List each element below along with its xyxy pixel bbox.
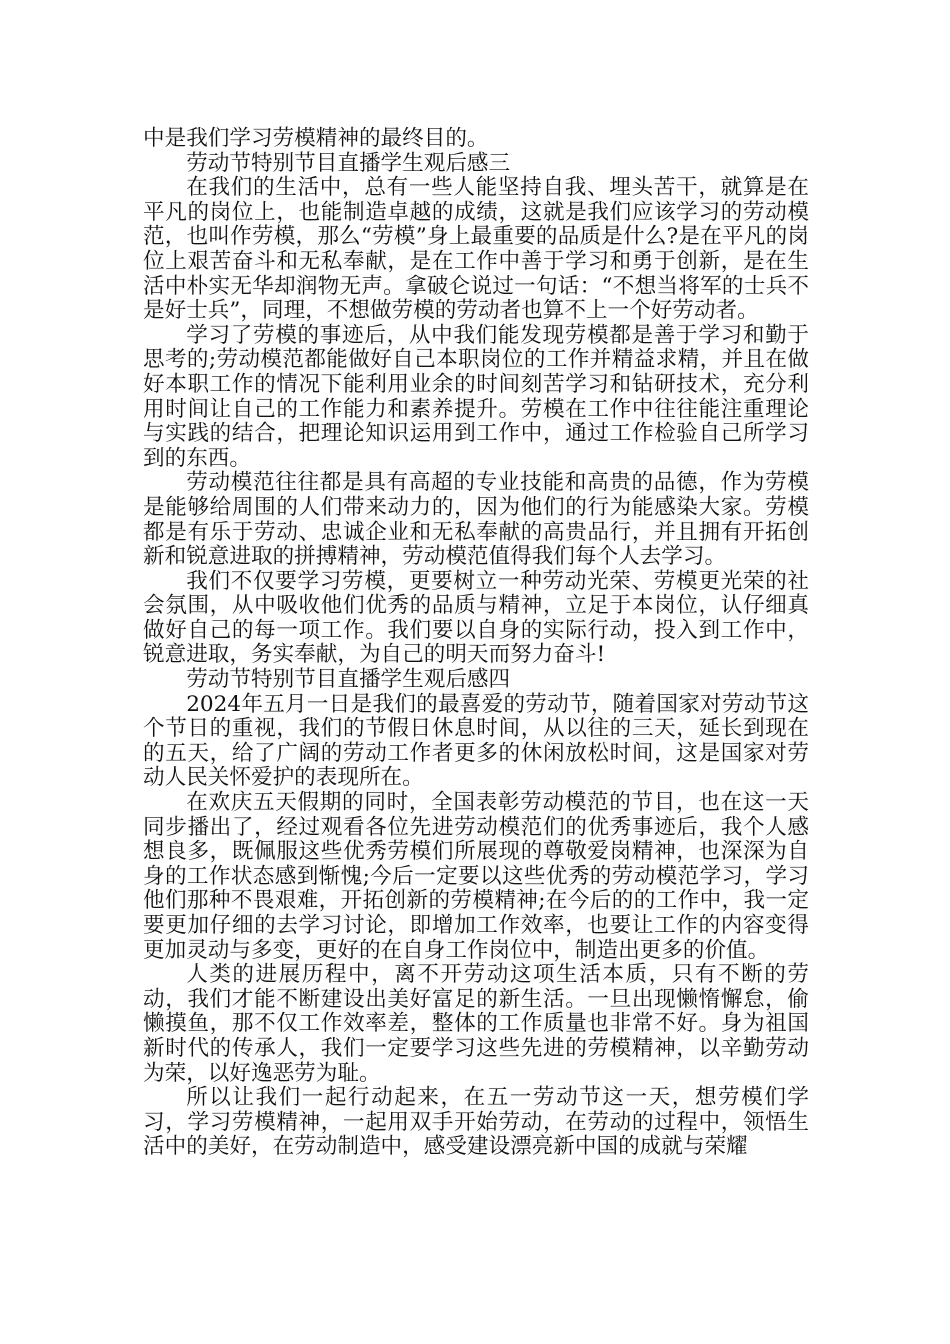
paragraph: 所以让我们一起行动起来，在五一劳动节这一天，想劳模们学习，学习劳模精神，一起用双手开始劳动，在劳动的过程中，领悟生活中的美好，在劳动制造中，感受建设漂亮新中国的成就与荣耀 (143, 1085, 809, 1160)
paragraph: 学习了劳模的事迹后，从中我们能发现劳模都是善于学习和勤于思考的;劳动模范都能做好自己本职岗位的工作并精益求精，并且在做好本职工作的情况下能利用业余的时间刻苦学习和钻研技术，充分利用时间让自己的工作能力和素养提升。劳模在工作中往往能注重理论与实践的结合，把理论知识运用到工作中，通过工作检验自己所学习到的东西。 (143, 322, 809, 471)
paragraph: 我们不仅要学习劳模，更要树立一种劳动光荣、劳模更光荣的社会氛围，从中吸收他们优秀的品质与精神，立足于本岗位，认仔细真做好自己的每一项工作。我们要以自身的实际行动，投入到工作中，锐意进取，务实奉献，为自己的明天而努力奋斗! (143, 568, 809, 668)
paragraph: 人类的进展历程中，离不开劳动这项生活本质，只有不断的劳动，我们才能不断建设出美好富足的新生活。一旦出现懒惰懈怠，偷懒摸鱼，那不仅工作效率差，整体的工作质量也非常不好。身为祖国新时代的传承人，我们一定要学习这些先进的劳模精神，以辛勤劳动为荣，以好逸恶劳为耻。 (143, 962, 809, 1086)
paragraph: 劳动模范往往都是具有高超的专业技能和高贵的品德，作为劳模是能够给周围的人们带来动力的，因为他们的行为能感染大家。劳模都是有乐于劳动、忠诚企业和无私奉献的高贵品行，并且拥有开拓创新和锐意进取的拼搏精神，劳动模范值得我们每个人去学习。 (143, 470, 809, 570)
paragraph: 中是我们学习劳模精神的最终目的。 (143, 126, 489, 151)
section-heading: 劳动节特别节目直播学生观后感四 (186, 667, 511, 693)
paragraph: 在我们的生活中，总有一些人能坚持自我、埋头苦干，就算是在平凡的岗位上，也能制造卓越的成绩，这就是我们应该学习的劳动模范，也叫作劳模，那么“劳模”身上最重要的品质是什么?是在平凡的岗位上艰苦奋斗和无私奉献，是在工作中善于学习和勇于创新，是在生活中朴实无华却润物无声。拿破仑说过一句话：“不想当将军的士兵不是好士兵”，同理，不想做劳模的劳动者也算不上一个好劳动者。 (143, 175, 809, 324)
paragraph: 在欢庆五天假期的同时，全国表彰劳动模范的节目，也在这一天同步播出了，经过观看各位先进劳动模范们的优秀事迹后，我个人感想良多，既佩服这些优秀劳模们所展现的尊敬爱岗精神，也深深为自身的工作状态感到惭愧;今后一定要以这些优秀的劳动模范学习，学习他们那种不畏艰难，开拓创新的劳模精神;在今后的的工作中，我一定要更加仔细的去学习讨论，即增加工作效率，也要让工作的内容变得更加灵动与多变，更好的在自身工作岗位中，制造出更多的价值。 (143, 790, 809, 963)
document-page (143, 127, 809, 1160)
paragraph: 2024年五月一日是我们的最喜爱的劳动节，随着国家对劳动节这个节日的重视，我们的节假日休息时间，从以往的三天，延长到现在的五天，给了广阔的劳动工作者更多的休闲放松时间，这是国家对劳动人民关怀爱护的表现所在。 (143, 691, 809, 791)
section-heading: 劳动节特别节目直播学生观后感三 (186, 150, 511, 176)
